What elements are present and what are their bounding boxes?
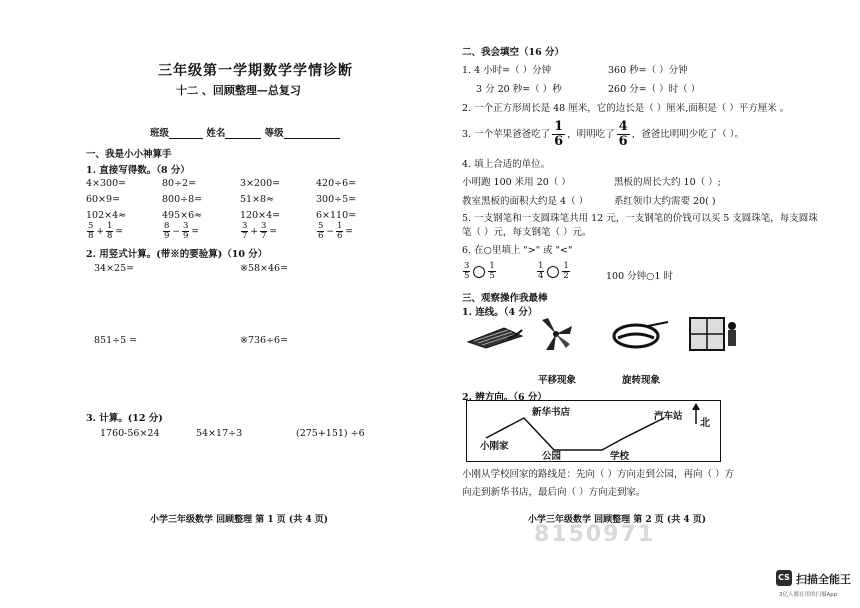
translation-label: 平移现象 (538, 375, 577, 386)
section-2-heading: 二、我会填空（16 分） (462, 47, 565, 58)
fill-question-3: 3. 一个苹果爸爸吃了 $\frac{1}{6}$ ，明明吃了 $\frac{4}{6}$ ，爸爸比明明少吃了（ ）。 (462, 119, 744, 149)
park-label: 公园 (542, 451, 562, 462)
student-info-line (150, 125, 340, 139)
fraction: $\frac{1}{2}$ (563, 261, 569, 281)
fraction: $\frac{3}{5}$ (464, 261, 470, 281)
compare-item (536, 262, 571, 281)
calc-item: 3×200= (240, 178, 281, 189)
class-label: 班级 (150, 128, 170, 139)
bookstore-label: 新华书店 (532, 407, 571, 418)
brand-tagline: 3亿人都在用的扫描App (779, 592, 838, 598)
grade-field[interactable] (284, 128, 340, 139)
question-1-2: 2. 用竖式计算。(带※的要验算)（10 分） (86, 249, 268, 260)
fill-question-5: 5. 一支钢笔和一支圆珠笔共用 12 元，一支钢笔的价钱可以买 5 支圆珠笔，每支圆珠 (462, 213, 818, 224)
calc-item: 60×9= (86, 194, 121, 205)
fraction: $\frac{5}{8}$ (88, 221, 94, 241)
calc-item: 51×8≈ (240, 194, 275, 205)
calc-item: 420÷6= (316, 178, 357, 189)
calc-item: 495×6≈ (162, 210, 203, 221)
page-footer-left: 小学三年级数学 回顾整理 第 1 页 (共 4 页) (150, 515, 328, 525)
mixed-calc-item: 1760-56×24 (100, 428, 160, 439)
keyboard-icon (464, 318, 526, 350)
fill-item: 系红领巾大约需要 20( ) (614, 196, 716, 207)
fill-item: 教室黑板的面积大约是 4（ ） (462, 196, 589, 207)
fraction: $\frac{5}{6}$ (318, 221, 324, 241)
calc-item: 6×110= (316, 210, 357, 221)
question-3-1: 1. 连线。（4 分） (462, 307, 538, 318)
compare-item: 100 分钟○1 时 (606, 271, 674, 282)
bus-stop-label: 汽车站 (654, 411, 683, 422)
page-title: 三年级第一学期数学学情诊断 (158, 63, 353, 79)
fill-item: 360 秒=（ ）分钟 (608, 65, 688, 76)
page-footer-right: 小学三年级数学 回顾整理 第 2 页 (共 4 页) (528, 515, 706, 525)
fraction-calc: $\frac{5}{6}$ − $\frac{1}{6}$ = (318, 221, 353, 241)
calc-item: 800÷8= (162, 194, 203, 205)
watermark: 8150971 (534, 522, 656, 547)
vertical-calc-item: 851÷5 = (94, 335, 138, 346)
question-1-3: 3. 计算。(12 分) (86, 413, 163, 424)
home-label: 小刚家 (480, 441, 509, 452)
school-label: 学校 (610, 451, 630, 462)
fraction: $\frac{1}{5}$ (489, 261, 495, 281)
section-3-heading: 三、观察操作我最棒 (462, 293, 548, 304)
fill-item: 260 分=（ ）时（ ） (608, 84, 701, 95)
name-label: 姓名 (206, 128, 226, 139)
fraction-calc: $\frac{8}{9}$ − $\frac{3}{9}$ = (164, 221, 199, 241)
fill-item: 1. 4 小时=（ ）分钟 (462, 65, 552, 76)
fraction: $\frac{1}{6}$ (554, 119, 564, 149)
fraction: $\frac{8}{9}$ (164, 221, 170, 241)
compare-circle[interactable] (547, 266, 559, 278)
calc-item: 4×300= (86, 178, 127, 189)
steering-wheel-icon (608, 316, 670, 352)
route-question-line-1: 小刚从学校回家的路线是：先向（ ）方向走到公园，再向（ ）方 (462, 469, 735, 480)
calc-item: 120×4= (240, 210, 281, 221)
fill-item: 小明跑 100 米用 20（ ） (462, 177, 571, 188)
fraction: $\frac{1}{4}$ (538, 261, 544, 281)
fraction: $\frac{1}{6}$ (336, 221, 343, 241)
route-question-line-2: 向走到新华书店，最后向（ ）方向走到家。 (462, 487, 646, 498)
fill-question-5-cont: 笔（ ）元，每支钢笔（ ）元。 (462, 227, 592, 238)
fill-item: 3 分 20 秒=（ ）秒 (476, 84, 562, 95)
window-cleaning-icon (688, 314, 740, 354)
camscanner-logo-icon: CS (776, 570, 792, 586)
fill-question-2: 2. 一个正方形周长是 48 厘米，它的边长是（ ）厘米,面积是（ ）平方厘米 。 (462, 103, 790, 114)
fraction: $\frac{3}{7}$ (260, 221, 267, 241)
section-1-heading: 一、我是小小神算手 (86, 149, 172, 160)
fill-question-4: 4. 填上合适的单位。 (462, 159, 551, 170)
calc-item: 102×4≈ (86, 210, 127, 221)
fraction: $\frac{1}{8}$ (106, 221, 113, 241)
vertical-calc-item: ※736÷6= (240, 335, 289, 346)
vertical-calc-item: ※58×46= (240, 263, 289, 274)
mixed-calc-item: 54×17÷3 (196, 428, 243, 439)
fraction-calc: $\frac{5}{8}$ + $\frac{1}{8}$ = (88, 221, 123, 241)
calc-item: 80÷2= (162, 178, 197, 189)
fraction: $\frac{3}{7}$ (242, 221, 248, 241)
compare-circle[interactable] (473, 266, 485, 278)
brand-name: 扫描全能王 (796, 573, 851, 586)
question-1-1: 1. 直接写得数。（8 分） (86, 165, 190, 176)
fraction: $\frac{4}{6}$ (618, 119, 628, 149)
mixed-calc-item: (275+151) ÷6 (296, 428, 365, 439)
fill-question-6: 6. 在○里填上 ">" 或 "<" (462, 245, 573, 256)
fraction: $\frac{3}{9}$ (182, 221, 189, 241)
class-field[interactable] (169, 128, 203, 139)
name-field[interactable] (225, 128, 261, 139)
fraction-calc: $\frac{3}{7}$ + $\frac{3}{7}$ = (242, 221, 277, 241)
vertical-calc-item: 34×25= (94, 263, 135, 274)
route-lines (466, 400, 721, 462)
fan-icon (536, 316, 576, 354)
compare-item (462, 262, 497, 281)
rotation-label: 旋转现象 (622, 375, 661, 386)
calc-item: 300÷5= (316, 194, 357, 205)
north-label: 北 (700, 418, 710, 429)
grade-label: 等级 (264, 128, 284, 139)
page-subtitle: 十二 、回顾整理—总复习 (176, 84, 301, 97)
fill-item: 黑板的周长大约 10（ ）; (614, 177, 721, 188)
question-3-2: 2. 辨方向。（6 分） (462, 392, 547, 403)
